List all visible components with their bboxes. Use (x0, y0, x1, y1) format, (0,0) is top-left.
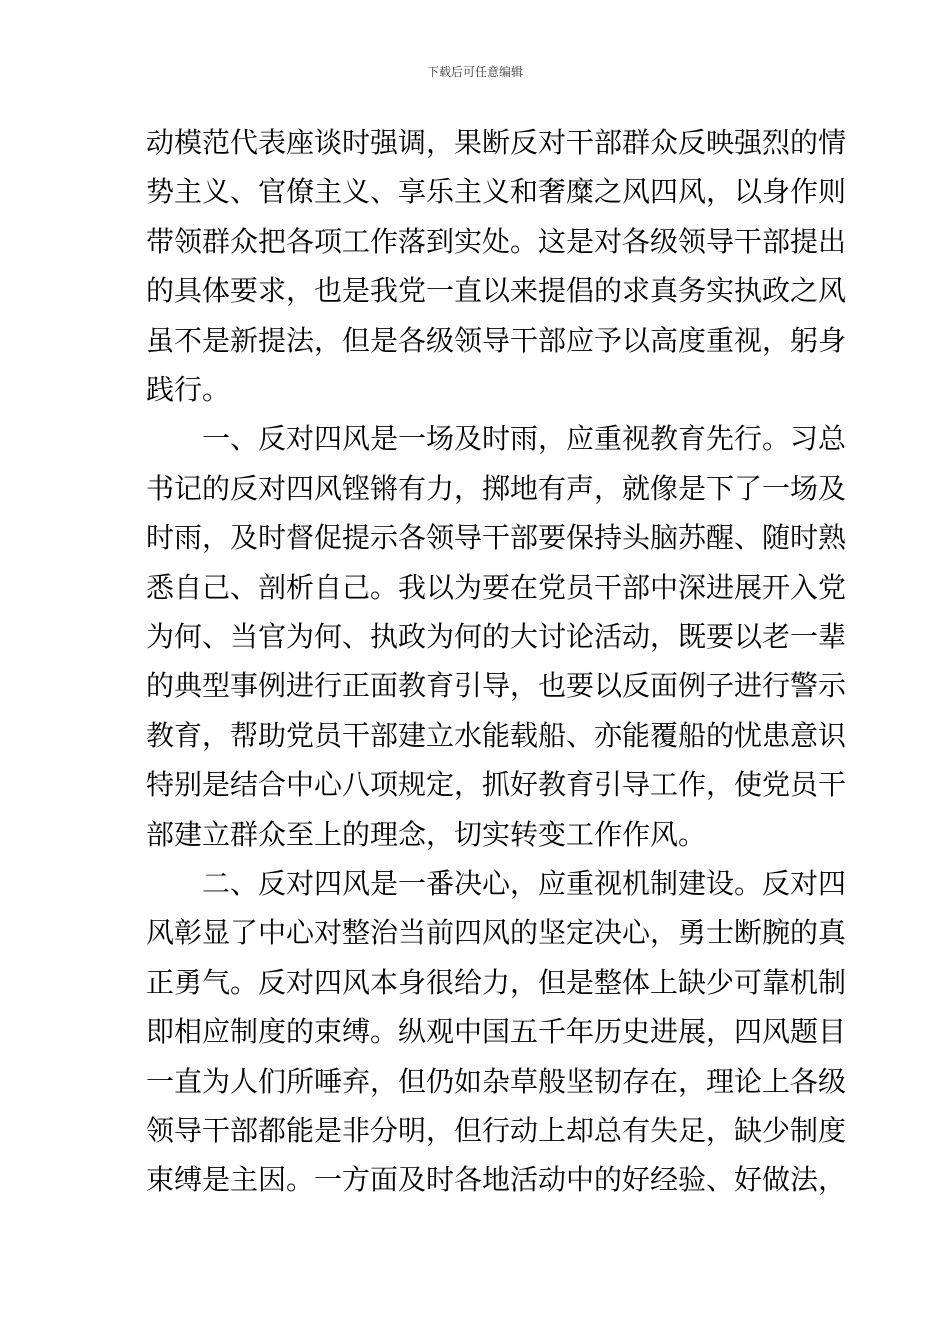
text-line: 虽不是新提法，但是各级领导干部应予以高度重视，躬身 (146, 323, 847, 357)
text-line: 即相应制度的束缚。纵观中国五千年历史进展，四风题目 (146, 1015, 847, 1049)
text-line: 的典型事例进行正面教育引导，也要以反面例子进行警示 (146, 669, 847, 703)
text-line: 带领群众把各项工作落到实处。这是对各级领导干部提出 (146, 224, 847, 258)
text-line: 正勇气。反对四风本身很给力，但是整体上缺少可靠机制 (146, 965, 847, 999)
text-line: 为何、当官为何、执政为何的大讨论活动，既要以老一辈 (146, 620, 847, 653)
text-line: 的具体要求，也是我党一直以来提倡的求真务实执政之风 (146, 274, 847, 308)
text-line: 践行。 (146, 373, 231, 406)
text-line: 动模范代表座谈时强调，果断反对干部群众反映强烈的情 (146, 126, 847, 159)
text-line: 教育，帮助党员干部建立水能载船、亦能覆船的忧患意识 (146, 718, 847, 752)
text-line: 风彰显了中心对整治当前四风的坚定决心，勇士断腕的真 (146, 916, 847, 950)
text-line: 悉自己、剖析自己。我以为要在党员干部中深进展开入党 (146, 570, 847, 604)
text-line: 势主义、官僚主义、享乐主义和奢糜之风四风，以身作则 (146, 175, 847, 209)
text-line: 领导干部都能是非分明，但行动上却总有失足，缺少制度 (146, 1114, 847, 1147)
text-line: 部建立群众至上的理念，切实转变工作作风。 (146, 817, 707, 851)
text-line: 束缚是主因。一方面及时各地活动中的好经验、好做法， (146, 1163, 847, 1197)
text-line: 二、反对四风是一番决心，应重视机制建设。反对四 (202, 867, 847, 900)
page-header: 下载后可任意编辑 (426, 65, 523, 79)
text-line: 一直为人们所唾弃，但仍如杂草般坚韧存在，理论上各级 (146, 1064, 847, 1098)
text-line: 特别是结合中心八项规定，抓好教育引导工作，使党员干 (146, 768, 847, 802)
text-line: 书记的反对四风铿锵有力，掷地有声，就像是下了一场及 (146, 471, 847, 505)
text-line: 时雨，及时督促提示各领导干部要保持头脑苏醒、随时熟 (146, 521, 847, 555)
text-line: 一、反对四风是一场及时雨，应重视教育先行。习总 (202, 422, 847, 456)
